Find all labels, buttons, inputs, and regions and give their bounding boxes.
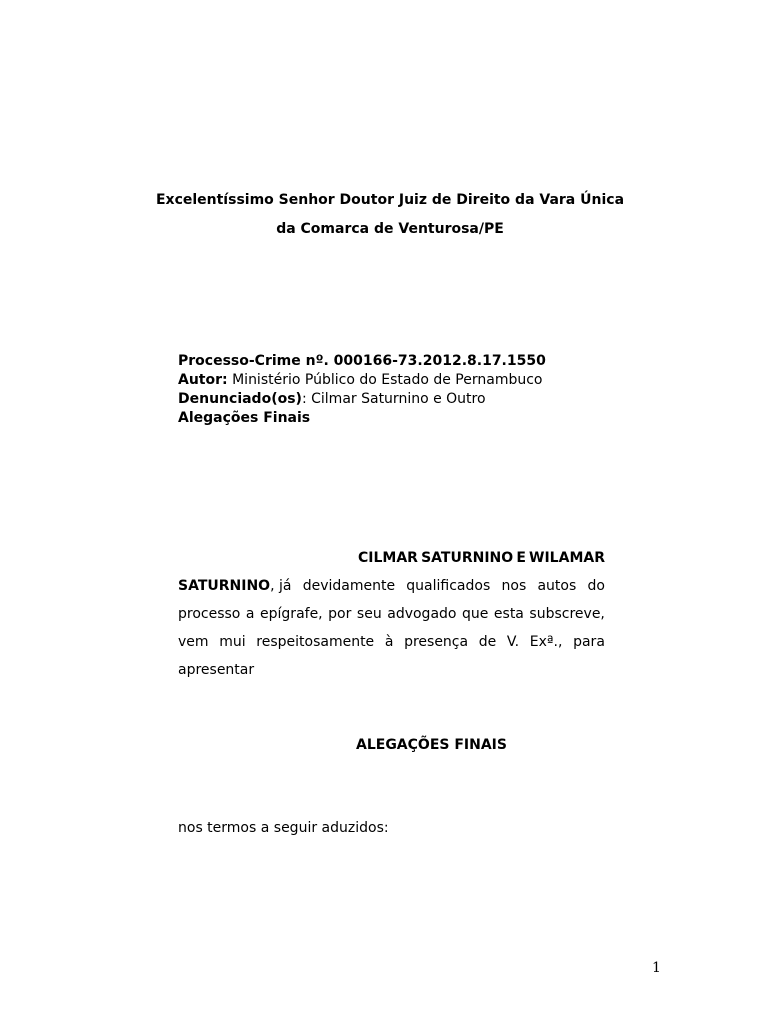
- doc-type: Alegações Finais: [178, 410, 311, 426]
- intro-row-2: SATURNINO, já devidamente qualificados nos autos do: [178, 578, 605, 594]
- author-line: Autor: Ministério Público do Estado de Pernambuco: [178, 372, 543, 388]
- intro-row-5: apresentar: [178, 662, 255, 678]
- intro-row-4: vem mui respeitosamente à presença de V. Exª., para: [178, 634, 605, 650]
- defendants-value: Cilmar Saturnino e Outro: [311, 391, 486, 407]
- section-title: ALEGAÇÕES FINAIS: [356, 737, 507, 753]
- author-label: Autor: [178, 372, 223, 388]
- case-info-block: [178, 352, 546, 428]
- defendants-line: Denunciado(os): Cilmar Saturnino e Outro: [178, 391, 486, 407]
- addressee-heading: [150, 186, 630, 244]
- addressee-line-2: da Comarca de Venturosa/PE: [276, 221, 504, 237]
- intro-row-3: processo a epígrafe, por seu advogado que esta subscreve,: [178, 606, 605, 622]
- author-value: Ministério Público do Estado de Pernambuco: [232, 372, 543, 388]
- process-number: 000166-73.2012.8.17.1550: [333, 353, 546, 369]
- process-label: Processo-Crime nº.: [178, 353, 329, 369]
- process-line: [178, 352, 546, 371]
- intro-paragraph: [178, 544, 605, 684]
- defendants-label: Denunciado(os): [178, 391, 302, 407]
- intro-row-1: CILMAR SATURNINO E WILAMAR: [358, 550, 605, 566]
- addressee-line-1: Excelentíssimo Senhor Doutor Juiz de Direito da Vara Única: [155, 192, 625, 208]
- closing-text: nos termos a seguir aduzidos:: [178, 820, 389, 836]
- page-number: 1: [652, 960, 661, 976]
